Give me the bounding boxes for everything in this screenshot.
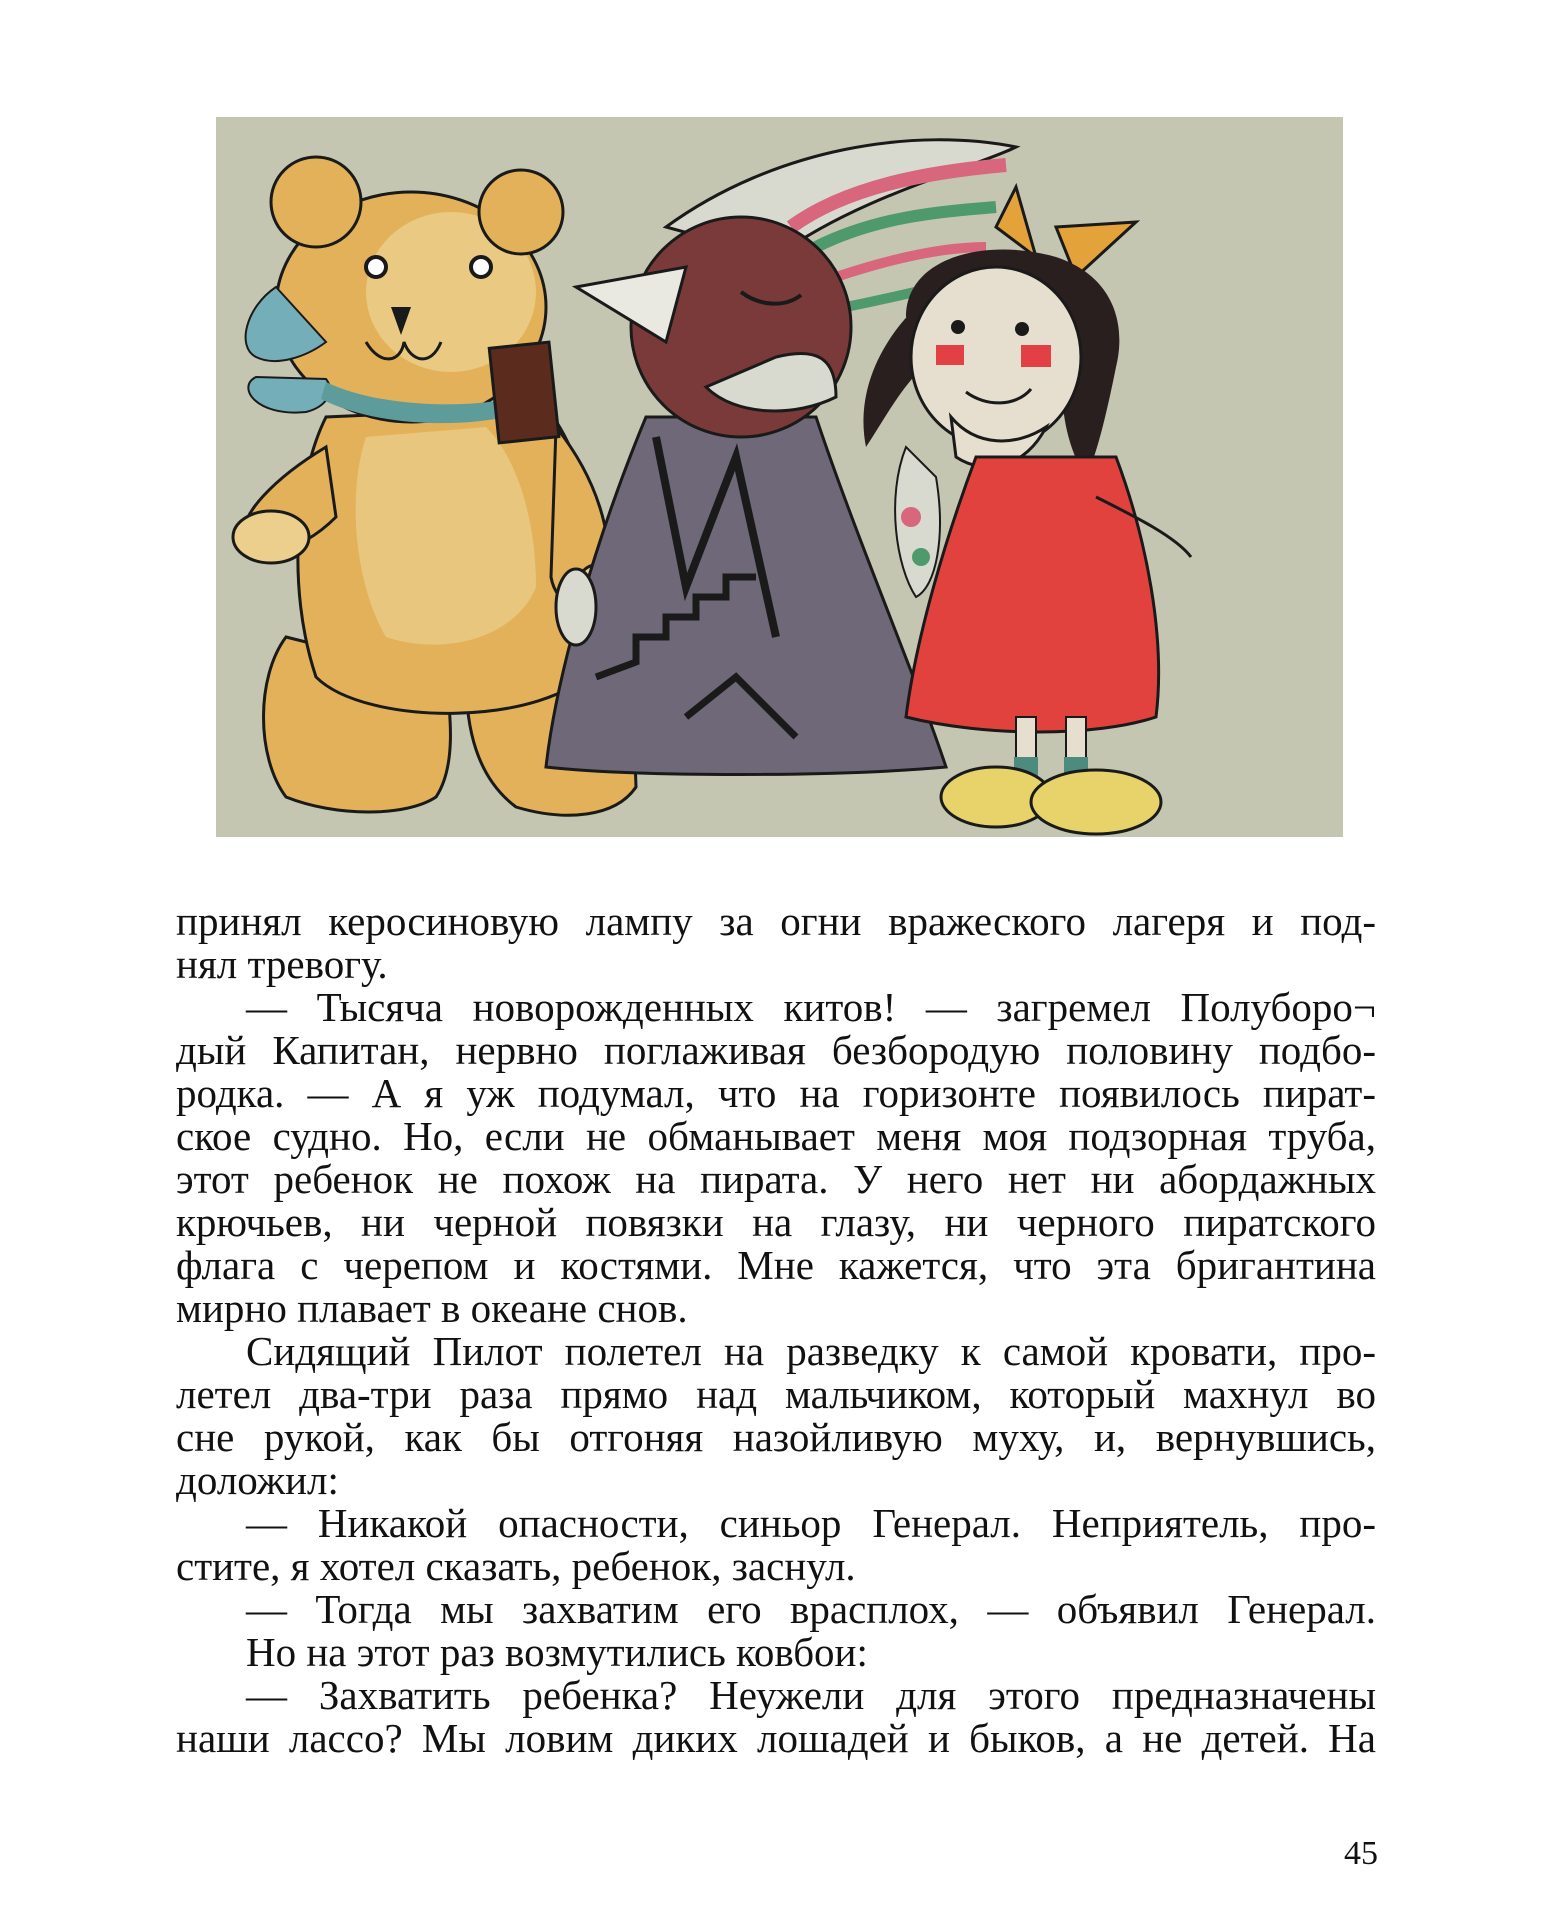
text-line: летел два-три раза прямо над мальчиком, который махнул во	[176, 1371, 1376, 1417]
text-line: — Захватить ребенка? Неужели для этого предназначены	[246, 1672, 1376, 1718]
text-line: — Тысяча новорожденных китов! — загремел Полуборо¬	[246, 984, 1376, 1030]
text-line: Но на этот раз возмутились ковбои:	[246, 1629, 868, 1675]
text-line: крючьев, ни черной повязки на глазу, ни черного пиратского	[176, 1199, 1376, 1245]
text-line: наши лассо? Мы ловим диких лошадей и быков, а не детей. На	[176, 1715, 1376, 1761]
text-line: — Тогда мы захватим его врасплох, — объявил Генерал.	[246, 1586, 1376, 1632]
text-line: Сидящий Пилот полетел на разведку к самой кровати, про-	[246, 1328, 1376, 1374]
text-line: родка. — А я уж подумал, что на горизонте появилось пират-	[176, 1070, 1376, 1116]
text-line: мирно плавает в океане снов.	[176, 1285, 688, 1331]
text-line: нял тревогу.	[176, 941, 388, 987]
text-line: ское судно. Но, если не обманывает меня моя подзорная труба,	[176, 1113, 1376, 1159]
illustration	[216, 117, 1343, 837]
toys-illustration	[216, 117, 1343, 837]
page-number: 45	[1344, 1835, 1378, 1872]
text-line: — Никакой опасности, синьор Генерал. Неприятель, про-	[246, 1500, 1376, 1546]
body-text	[176, 900, 1376, 1760]
text-line: этот ребенок не похож на пирата. У него нет ни абордажных	[176, 1156, 1376, 1202]
text-line: дый Капитан, нервно поглаживая безбородую половину подбо-	[176, 1027, 1376, 1073]
text-line: стите, я хотел сказать, ребенок, заснул.	[176, 1543, 856, 1589]
text-line: флага с черепом и костями. Мне кажется, что эта бригантина	[176, 1242, 1376, 1288]
text-line: сне рукой, как бы отгоняя назойливую муху, и, вернувшись,	[176, 1414, 1376, 1460]
text-line: принял керосиновую лампу за огни вражеского лагеря и под-	[176, 898, 1376, 944]
text-line: доложил:	[176, 1457, 339, 1503]
